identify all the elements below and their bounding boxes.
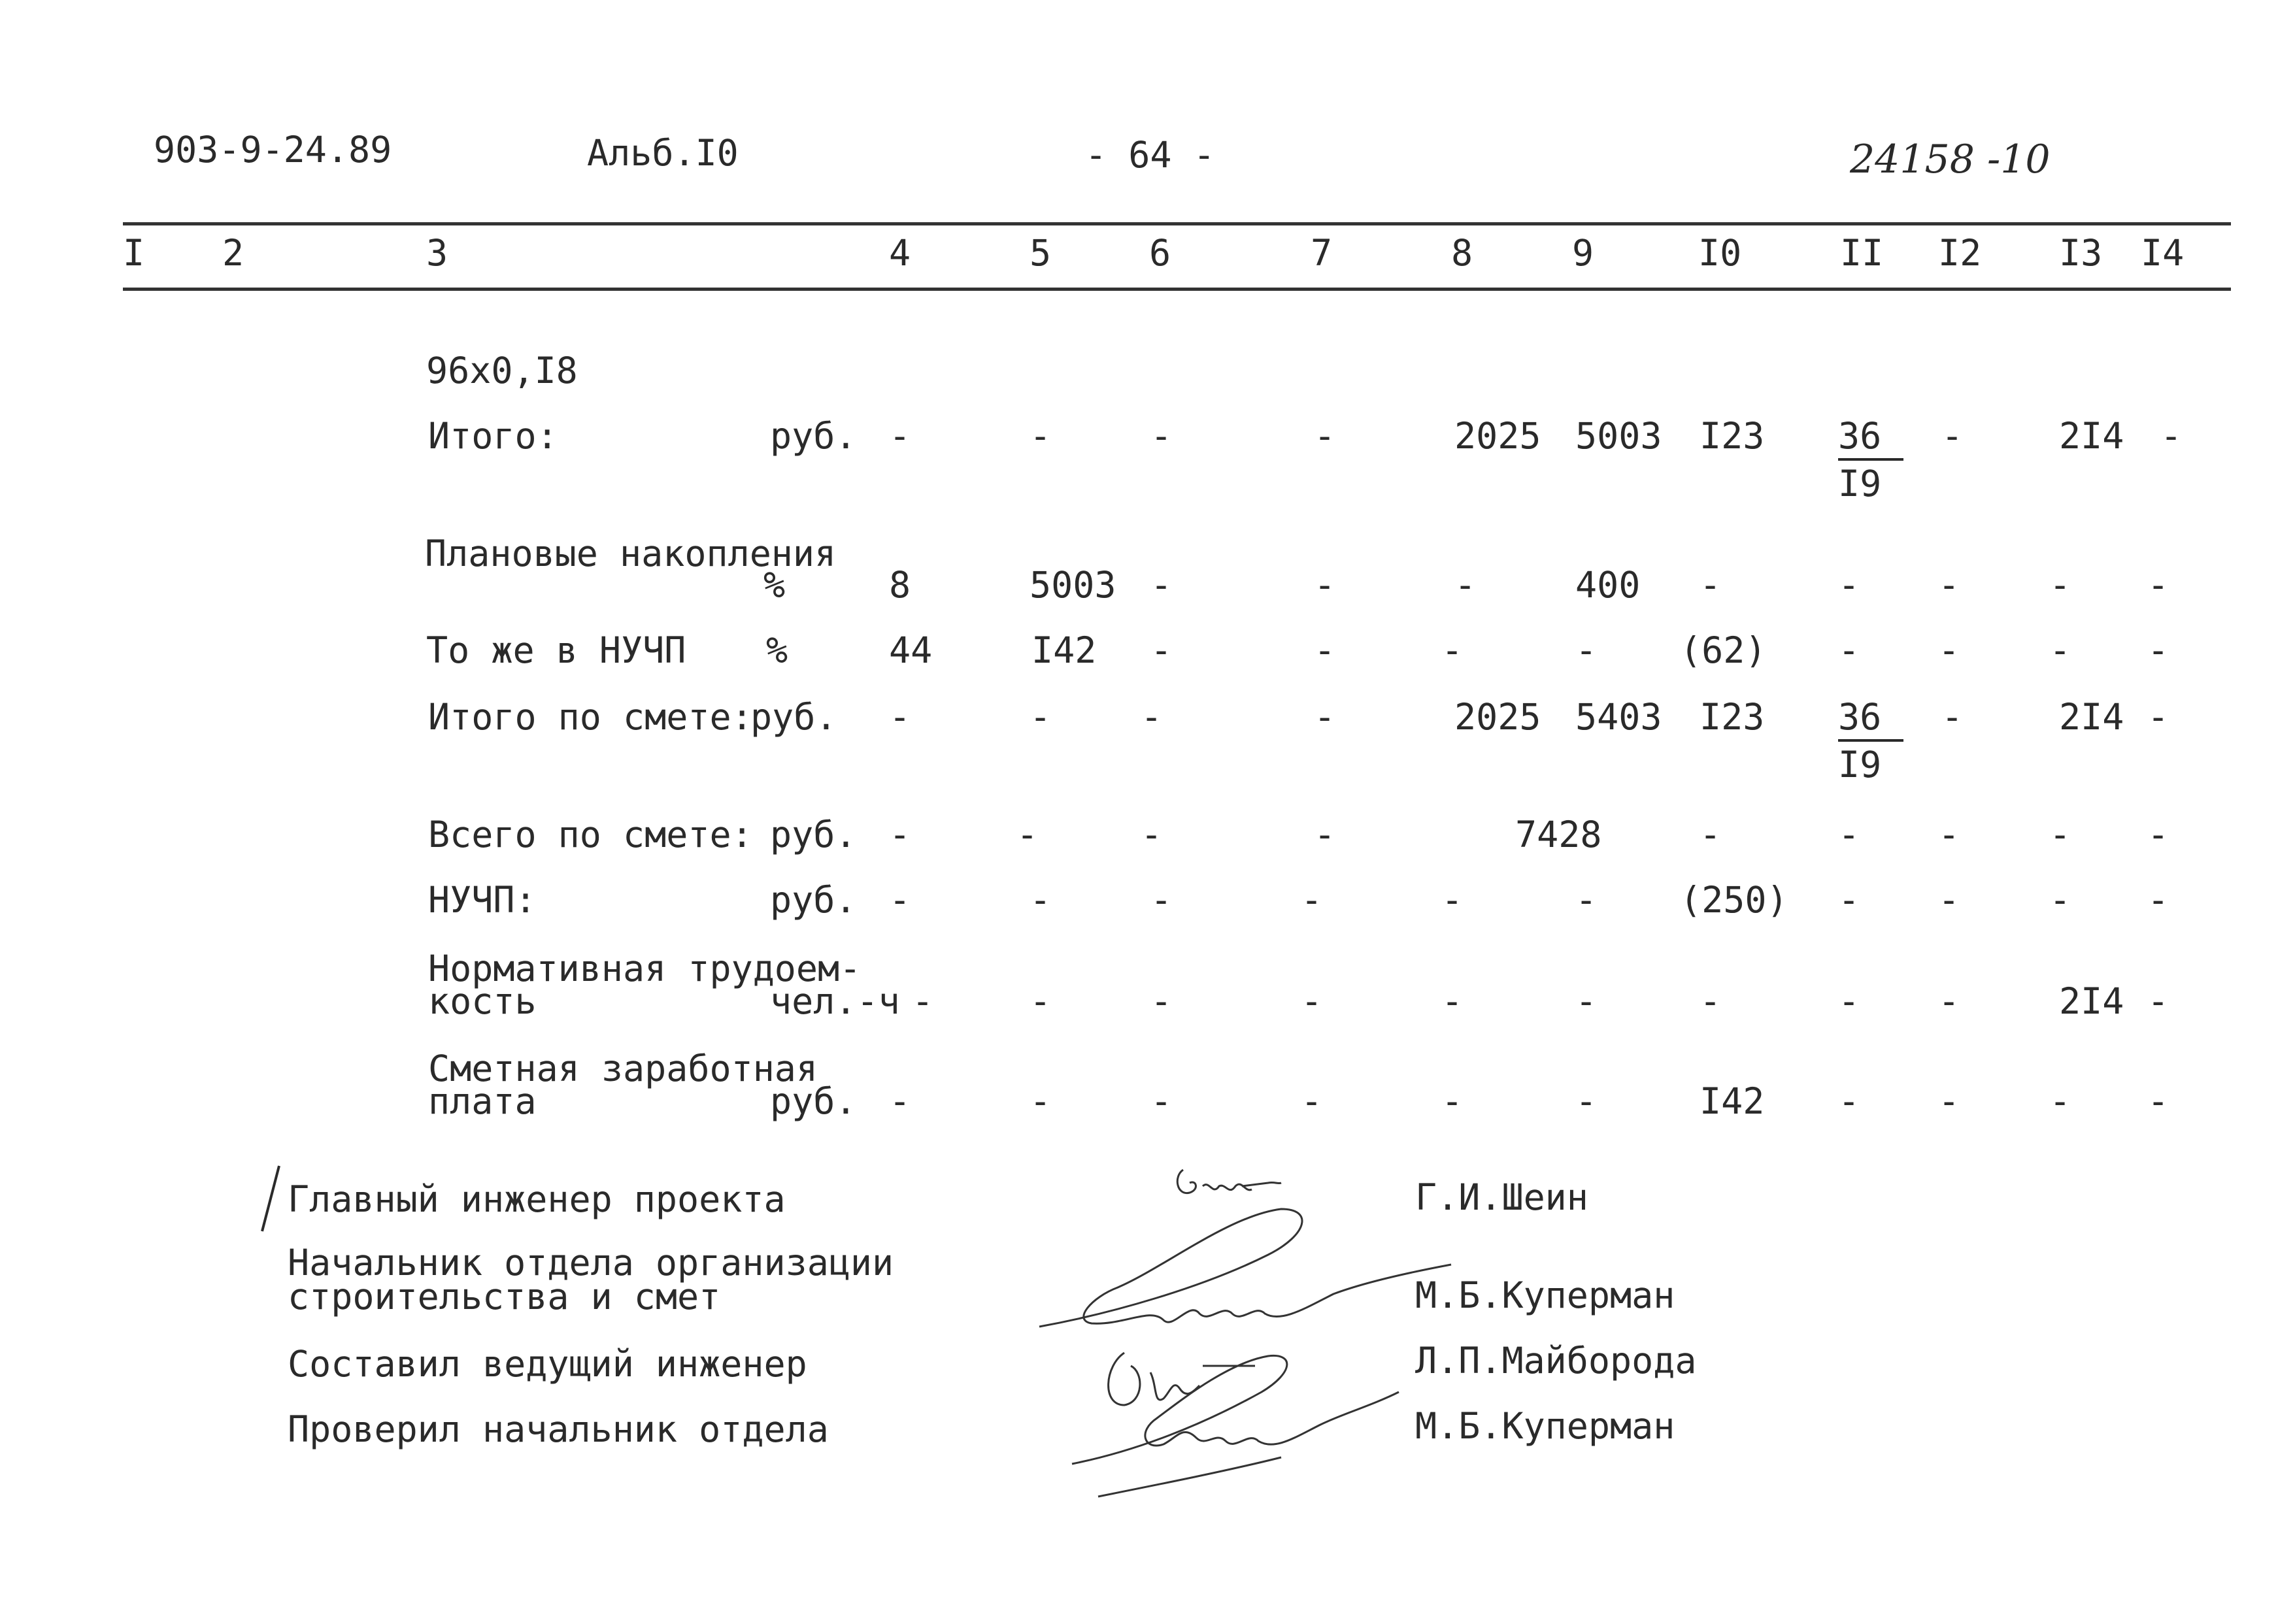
cell: 2I4 xyxy=(2059,980,2124,1022)
header-top-rule xyxy=(123,222,2231,225)
cell: - xyxy=(1030,879,1052,921)
cell: - xyxy=(1030,696,1052,738)
cell: - xyxy=(1838,629,1860,671)
col-header: 7 xyxy=(1311,232,1333,274)
cell: - xyxy=(1030,415,1052,457)
cell: - xyxy=(1941,415,1964,457)
col-header: 6 xyxy=(1149,232,1171,274)
row-unit: руб. xyxy=(750,696,837,738)
cell: - xyxy=(2147,980,2169,1022)
cell: I42 xyxy=(1700,1080,1765,1122)
row-unit: руб. xyxy=(770,1080,857,1122)
role-department-head: Начальник отдела организации xyxy=(288,1242,894,1284)
col-header: 8 xyxy=(1451,232,1473,274)
cell: - xyxy=(2147,1080,2169,1122)
cell: 5003 xyxy=(1575,415,1662,457)
cell: - xyxy=(1301,879,1323,921)
row-label: То же в НУЧП xyxy=(426,629,686,671)
cell: - xyxy=(1301,1080,1323,1122)
cell: 2025 xyxy=(1454,415,1541,457)
cell: - xyxy=(1838,564,1860,606)
cell: - xyxy=(1150,415,1173,457)
cell: - xyxy=(1938,564,1960,606)
cell: - xyxy=(2147,879,2169,921)
cell: - xyxy=(1150,879,1173,921)
cell: - xyxy=(1938,1080,1960,1122)
col-header: I2 xyxy=(1938,232,1982,274)
cell: - xyxy=(2049,814,2071,855)
row-label: Итого по смете: xyxy=(428,696,753,738)
row-unit: % xyxy=(766,629,788,671)
cell: I23 xyxy=(1700,696,1765,738)
row-label: Сметная заработная xyxy=(428,1048,818,1089)
cell: (250) xyxy=(1680,879,1788,921)
cell: - xyxy=(1454,564,1477,606)
cell: 8 xyxy=(889,564,911,606)
row-label: НУЧП: xyxy=(428,879,537,921)
col-header: I xyxy=(123,232,145,274)
cell: 400 xyxy=(1575,564,1641,606)
role-chief-engineer: Главный инженер проекта xyxy=(288,1178,786,1220)
cell: - xyxy=(2049,629,2071,671)
row-label: Итого: xyxy=(428,415,558,457)
col-header: 5 xyxy=(1030,232,1052,274)
cell: - xyxy=(912,980,934,1022)
cell: - xyxy=(1016,814,1039,855)
name-kuperman-checker: М.Б.Куперман xyxy=(1415,1405,1675,1447)
col-header: 4 xyxy=(889,232,911,274)
cell: - xyxy=(1575,1080,1598,1122)
cell: - xyxy=(1314,415,1336,457)
cell: - xyxy=(1700,814,1722,855)
role-checked-by: Проверил начальник отдела xyxy=(288,1408,829,1450)
cell: - xyxy=(2147,814,2169,855)
cell: - xyxy=(2160,415,2183,457)
cell: - xyxy=(889,696,911,738)
cell: - xyxy=(889,415,911,457)
cell: - xyxy=(2049,564,2071,606)
fraction-numerator: 36 xyxy=(1838,699,1903,742)
row-unit: руб. xyxy=(770,814,857,855)
col-header: I3 xyxy=(2059,232,2103,274)
cell: - xyxy=(2147,696,2169,738)
cell: - xyxy=(1938,629,1960,671)
row-label-continued: кость xyxy=(428,980,537,1022)
fraction-cell xyxy=(1838,696,1903,786)
name-kuperman: М.Б.Куперман xyxy=(1415,1274,1675,1316)
cell: - xyxy=(2049,1080,2071,1122)
header-bottom-rule xyxy=(123,288,2231,291)
cell: - xyxy=(889,1080,911,1122)
row-unit: руб. xyxy=(770,879,857,921)
cell: I42 xyxy=(1031,629,1097,671)
cell: - xyxy=(1314,564,1336,606)
doc-code: 903-9-24.89 xyxy=(154,129,392,171)
cell: - xyxy=(889,879,911,921)
cell: 7428 xyxy=(1515,814,1602,855)
col-header: II xyxy=(1840,232,1884,274)
cell: - xyxy=(2147,564,2169,606)
cell: - xyxy=(2049,879,2071,921)
col-header: 3 xyxy=(426,232,448,274)
cell: - xyxy=(2147,629,2169,671)
fraction-denominator: I9 xyxy=(1838,463,1882,505)
col-header: 2 xyxy=(222,232,244,274)
cell: - xyxy=(1938,980,1960,1022)
handwritten-number: 24158 -10 xyxy=(1850,137,2051,182)
cell: - xyxy=(1838,980,1860,1022)
name-shein: Г.И.Шеин xyxy=(1415,1176,1588,1218)
cell: - xyxy=(1150,1080,1173,1122)
row-label-continued: плата xyxy=(428,1080,537,1122)
cell: - xyxy=(1141,696,1163,738)
cell: - xyxy=(1838,1080,1860,1122)
cell: - xyxy=(1838,814,1860,855)
cell: - xyxy=(1700,980,1722,1022)
name-mayboroda: Л.П.Майборода xyxy=(1415,1340,1697,1382)
col-header: I4 xyxy=(2141,232,2185,274)
col-header: I0 xyxy=(1698,232,1742,274)
row-label: Всего по смете: xyxy=(428,814,753,855)
cell: 44 xyxy=(889,629,933,671)
cell: - xyxy=(1301,980,1323,1022)
cell: - xyxy=(1030,980,1052,1022)
cell: - xyxy=(1314,629,1336,671)
cell: - xyxy=(1700,564,1722,606)
role-department-head-continued: строительства и смет xyxy=(288,1276,721,1317)
row-label: Нормативная трудоем- xyxy=(428,948,862,989)
cell: - xyxy=(1314,696,1336,738)
cell: 2025 xyxy=(1454,696,1541,738)
cell: 2I4 xyxy=(2059,415,2124,457)
cell: - xyxy=(1314,814,1336,855)
cell: - xyxy=(1150,564,1173,606)
cell: 2I4 xyxy=(2059,696,2124,738)
cell: - xyxy=(1575,879,1598,921)
cell: - xyxy=(1141,814,1163,855)
cell: - xyxy=(1575,629,1598,671)
cell: - xyxy=(1941,696,1964,738)
cell: - xyxy=(1938,814,1960,855)
cell: - xyxy=(889,814,911,855)
row-unit: руб. xyxy=(770,415,857,457)
cell: (62) xyxy=(1680,629,1767,671)
role-compiled-by: Составил ведущий инженер xyxy=(288,1343,807,1385)
margin-slash-mark xyxy=(258,1163,284,1235)
album-label: Альб.I0 xyxy=(587,132,739,174)
row-label: 96х0,I8 xyxy=(426,350,578,391)
cell: - xyxy=(1030,1080,1052,1122)
fraction-numerator: 36 xyxy=(1838,418,1903,461)
cell: - xyxy=(1575,980,1598,1022)
col-header: 9 xyxy=(1572,232,1594,274)
cell: - xyxy=(1441,1080,1464,1122)
cell: 5003 xyxy=(1030,564,1116,606)
page-number: - 64 - xyxy=(1085,134,1215,176)
row-unit: % xyxy=(763,564,786,606)
row-unit: чел.-ч xyxy=(770,980,900,1022)
fraction-denominator: I9 xyxy=(1838,744,1882,786)
cell: - xyxy=(1441,629,1464,671)
cell: - xyxy=(1150,980,1173,1022)
cell: - xyxy=(1150,629,1173,671)
row-label: Плановые накопления xyxy=(425,533,837,574)
cell: - xyxy=(1838,879,1860,921)
cell: - xyxy=(1441,980,1464,1022)
cell: I23 xyxy=(1700,415,1765,457)
cell: 5403 xyxy=(1575,696,1662,738)
fraction-cell xyxy=(1838,415,1903,505)
cell: - xyxy=(1938,879,1960,921)
cell: - xyxy=(1441,879,1464,921)
